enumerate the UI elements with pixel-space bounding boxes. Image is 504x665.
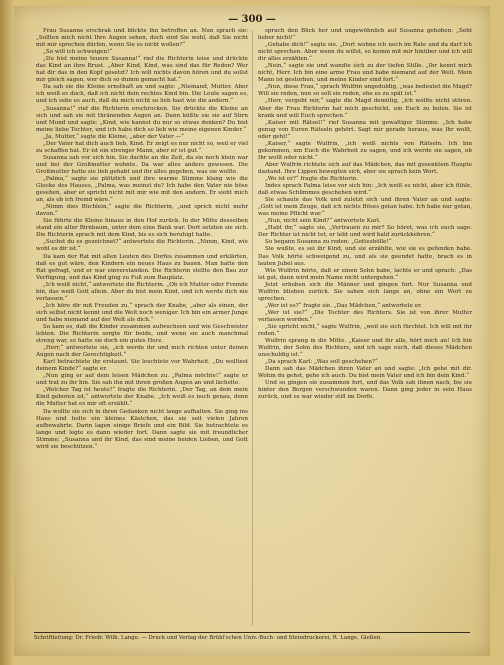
paragraph: „Der Vater hat dich auch lieb, Kind. Er zeigt es nur nicht so, weil er viel zu schaffen hat. Er ist ein strenger Mann, aber er ist gut.“ bbox=[36, 140, 248, 154]
paragraph: Sie schaute das Volk und zuletzt sich und ihren Vater an und sagte: „Gott ist mein Zeuge, daß ich nichts Böses getan habe. Ich habe nur getan, was meine Pflicht war.“ bbox=[258, 197, 472, 218]
paragraph: Karl betrachtete ihr erstaunt. Sie leuchtete vor Wahrheit. „Du wolltest deinem Kinde?“ sagte er. bbox=[36, 359, 248, 373]
paragraph: „Herr,“ antwortete sie, „ich werde ihr und mich richten unter deinen Augen nach der Gerechtigkeit.“ bbox=[36, 345, 248, 359]
paragraph: Da wollte sie sich in ihren Gedanken nicht lange aufhalten. Sie ging ins Haus und holte ein kleines Kästchen, das sie seit vielen Jahren aufbewahrte. Darin lagen einige Briefe und ein Bild. Sie betrachtete es lange und legte es dann wieder fort. Dann sagte sie mit freundlicher Stimme: „Susanna und ihr Kind, das sind meine beiden Lieben, und Gott wird sie beschützen.“ bbox=[36, 408, 248, 450]
imprint-footer: Schriftleitung: Dr. Friedr. Wilh. Lange. — Druck und Verlag der Brühl'schen Univ.-Buch- und Steindruckerei, R. Lange, Gießen. bbox=[34, 635, 382, 641]
paragraph: Und so gingen sie zusammen fort, und das Volk sah ihnen nach, bis sie hinter den Bergen verschwunden waren. Dann ging jeder in sein Haus zurück, und es war wieder still im Dorfe. bbox=[258, 380, 472, 401]
paragraph: „Sie spricht nicht,“ sagte Wulfrin, „weil sie sich fürchtet. Ich will mit ihr reden.“ bbox=[258, 323, 472, 338]
paragraph: Sie führte die Kleine hinaus in den Hof zurück. In der Mitte desselben stand ein alter Birnbaum, unter dem eine Bank war. Dort setzten sie sich. Die Richterin sprach mit dem Kind, bis es sich beruhigt hatte. bbox=[36, 218, 248, 239]
paragraph: „Nun, nicht sein Kind?“ antwortete Karl. bbox=[265, 218, 381, 225]
page-number: — 300 — bbox=[228, 14, 276, 25]
paragraph: „Du bist meine teuere Susanna!“ rief die Richterin leise und drückte das Kind an ihre Brust. „Aber Kind, Kind, was sind das für Reden? Wer hat dir das in den Kopf gesetzt? Ich will nichts davon hören und du sollst mir gleich sagen, wer dich so dumm gemacht hat.“ bbox=[36, 56, 248, 84]
paragraph: Aber Wulfrin richtete sich auf das Mädchen, das mit gesenktem Haupte dastand. Ihre Lippen bewegten sich, aber sie sprach kein Wort. bbox=[258, 161, 472, 175]
paragraph: „Da sprach Karl: „Was soll geschehen?“ bbox=[265, 359, 378, 366]
paragraph: „Habt ihr,“ sagte sie, „Vertrauen zu mir? So höret, was ich euch sage: Der Richter ist nicht tot, er lebt und wird bald zurückkehren.“ bbox=[258, 225, 472, 239]
paragraph: „Nimm dies Büchlein,“ sagte die Richterin, „und sprich nicht mehr davon.“ bbox=[36, 204, 248, 218]
paragraph: Sie wußte, es sei ihr Kind, und sie erzählte, wie sie es gefunden habe. Das Volk hörte schweigend zu, und als sie geendet hatte, brach es in lauten Jubel aus. bbox=[258, 246, 472, 267]
paragraph: „Gehabe dich!“ sagte sie. „Dort wohne ich noch im Rate und da darf ich nicht sprechen. Aber wenn du willst, so komm mit mir hinüber und ich will dir alles erzählen.“ bbox=[258, 42, 472, 63]
book-spine-shadow bbox=[0, 0, 14, 665]
paragraph: „So will ich schweigen!“ bbox=[43, 49, 113, 56]
paragraph: „Ich höre dir mit Freuden zu,“ sprach der Knabe, „aber als einen, der sich selbst nicht kennt und die Welt noch weniger. Ich bin ein armer Junge und habe niemand auf der Welt als dich.“ bbox=[36, 302, 248, 323]
left-text-column bbox=[36, 28, 248, 628]
column-divider bbox=[252, 30, 253, 626]
paragraph: Jetzt erhoben sich die Männer und gingen fort. Nur Susanna und Wulfrin blieben zurück. Sie sahen sich lange an, ohne ein Wort zu sprechen. bbox=[258, 281, 472, 302]
paragraph: Da sah sie die Kleine ernsthaft an und sagte: „Niemand, Mutter. Aber ich weiß es doch, daß ich nicht dein rechtes Kind bin. Die Leute sagen es, und ich sehe es auch, daß du mich nicht so lieb hast wie die andern.“ bbox=[36, 84, 248, 105]
paragraph: „Wer ist sie?“ „Die Tochter des Richters. Sie ist von ihrer Mutter verlassen worden.“ bbox=[258, 309, 472, 323]
paragraph: „Herr, vergebt mir,“ sagte die Magd demütig, „ich wollte nicht stören. Aber die Frau Richterin hat mich geschickt, um Euch zu holen. Sie ist krank und will Euch sprechen.“ bbox=[258, 98, 472, 119]
paragraph: „Nein,“ sagte sie und wandte sich zu der tiefen Stille. „Ihr kennt mich nicht, Herr. Ich bin eine arme Frau und habe niemand auf der Welt. Mein Mann ist gestorben, und meine Kinder sind fort.“ bbox=[258, 63, 472, 84]
paragraph: Susanna sah vor sich hin. Sie dachte an die Zeit, da sie noch klein war und bei der Großmutter wohnte. Da war alles anders gewesen. Die Großmutter hatte sie lieb gehabt und ihr alles gegeben, was sie wollte. bbox=[36, 154, 248, 175]
footer-rule bbox=[34, 632, 470, 633]
paragraph: „Wo ist er?“ fragte die Richterin. bbox=[265, 175, 359, 182]
paragraph: „Welcher Tag ist heute?“ fragte die Richterin. „Der Tag, an dem mein Kind geboren ist,“ antwortete der Knabe. „Ich weiß es noch genau, denn die Mutter hat es mir oft erzählt.“ bbox=[36, 387, 248, 408]
book-page bbox=[14, 6, 490, 656]
paragraph: „Ich weiß nicht,“ antwortete die Richterin. „Ob ich Mutter oder Fremde bin, das weiß Gott allein. Aber du bist mein Kind, und ich werde dich nie verlassen.“ bbox=[36, 281, 248, 302]
paragraph: „Susanna!“ rief die Richterin erschrocken. Sie drückte die Kleine an sich und sah sie mit thränenden Augen an. Dann küßte sie sie auf Stirn und Mund und sagte: „Kind, wie kannst du nur so etwas denken? Du bist meine liebe Tochter, und ich habe dich so lieb wie meine eigenen Kinder.“ bbox=[36, 105, 248, 133]
right-text-column bbox=[258, 28, 472, 628]
paragraph: „Suchst du es gezeichnet?“ antwortete die Richterin. „Nimm, Kind, wie wohl es dir ist.“ bbox=[36, 239, 248, 253]
paragraph: Wulfrin sprang in die Mitte. „Kaiser und ihr alle, hört mich an! Ich bin Wulfrin, der Sohn des Richters, und ich sage euch, daß dieses Mädchen unschuldig ist.“ bbox=[258, 338, 472, 359]
paragraph: Da kam der Rat mit allen Leuten des Dorfes zusammen und erklärten, daß es gut wäre, den Kindern ein neues Haus zu bauen. Man hatte den Rat gefragt, und er war einverstanden. Die Richterin stellte den Bau zur Verfügung, und das Kind ging zu Fuß zum Bauplatz. bbox=[36, 253, 248, 281]
paragraph: „Ja, Mutter,“ sagte die Kleine, „aber der Vater —“ bbox=[43, 133, 185, 140]
paragraph: Frau Susanne erschrak und blickte ihn betroffen an. Nun sprach sie: „Sollten mich nicht Ihre Augen sehen, doch sind Sie wohl, daß Sie nicht mit mir sprechen dürfen, wenn Sie es nicht wollen?“ bbox=[36, 28, 248, 49]
paragraph: „Kaiser,“ sagte Wulfrin, „ich weiß nichts von Rätseln. Ich bin gekommen, um Euch die Wahrheit zu sagen, und ich werde sie sagen, ob Ihr wollt oder nicht.“ bbox=[258, 140, 472, 161]
paragraph: Indes sprach Palma leise vor sich hin: „Ich weiß es nicht, aber ich fühle, daß etwas Schlimmes geschehen wird.“ bbox=[258, 183, 472, 197]
paragraph: Dann sah das Mädchen ihren Vater an und sagte: „Ich gehe mit dir. Wohin du gehst, gehe ich auch. Du bist mein Vater und ich bin dein Kind.“ bbox=[258, 366, 472, 380]
paragraph: So begann Susanna zu reden: „Gotteshölle!“ bbox=[265, 239, 392, 246]
paragraph: „Kaiser mit Rätsel!“ rief Susanna mit gewaltiger Stimme. „Ich habe genug von Euren Rätseln gehört. Sagt mir gerade heraus, was Ihr wollt, oder geht!“ bbox=[258, 119, 472, 140]
paragraph: Wie Wulfrin hörte, daß er einen Sohn habe, lachte er und sprach: „Das ist gut, dann wird mein Name nicht untergehen.“ bbox=[258, 267, 472, 281]
paragraph: „Nun, diese Frau,“ sprach Wulfrin ungeduldig, „was bedeutet die Magd? Will sie reden, nun so soll sie reden, ehe es zu spät ist.“ bbox=[258, 84, 472, 98]
paragraph: spruch den Blick her und ungewöhnlich auf Susanna gehoben: „Seht lieber nicht!“ bbox=[258, 28, 472, 42]
paragraph: „Nun ging er auf dem leisen Mädchen zu. „Palma möchte!“ sagte er und trat zu ihr hin. Sie sah ihn mit ihren großen Augen an und lächelte. bbox=[36, 373, 248, 387]
paragraph: So kam es, daß die Kinder zusammen aufwuchsen und wie Geschwister lebten. Die Richterin sorgte für beide, und wenn sie auch manchmal streng war, so hatte sie doch ein gutes Herz. bbox=[36, 323, 248, 345]
paragraph: „Wer ist es?“ fragte sie. „Das Mädchen,“ antwortete er. bbox=[265, 302, 422, 309]
paragraph: „Palma,“ sagte sie plötzlich und ihre warme Stimme klang wie die Glocke des Hauses, „Palma, was meinst du? Ich habe den Vater nie böse gesehen, aber er spricht nicht mit mir wie mit den andern. Er sieht mich an, als ob ich fremd wäre.“ bbox=[36, 175, 248, 204]
